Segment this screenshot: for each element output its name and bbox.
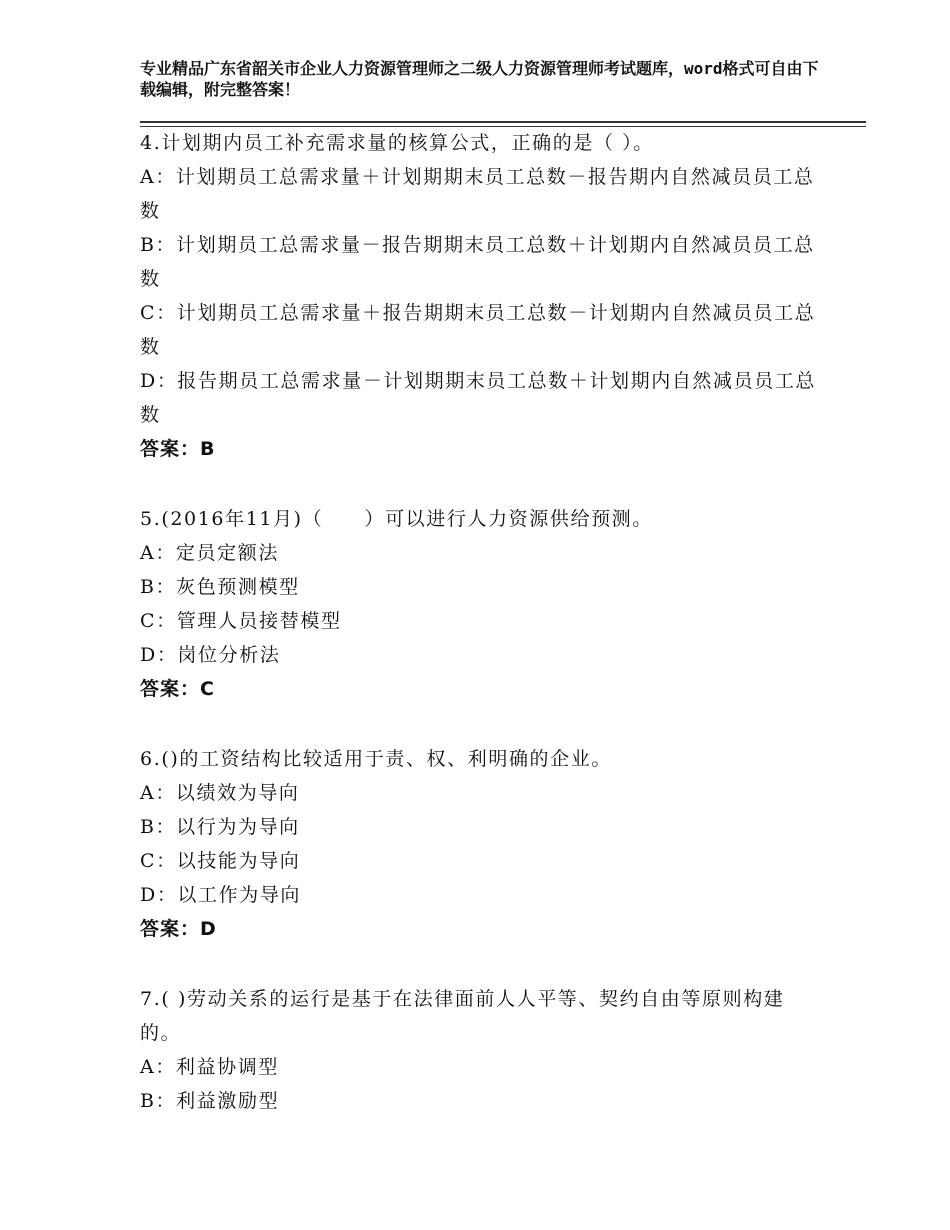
answer-label: 答案：C <box>140 678 215 700</box>
option-a: A：计划期员工总需求量＋计划期期末员工总数－报告期内自然减员员工总数 <box>140 166 815 222</box>
option-d: D：岗位分析法 <box>140 644 281 666</box>
answer-label: 答案：D <box>140 918 217 940</box>
question-text: 6.()的工资结构比较适用于责、权、利明确的企业。 <box>140 748 612 770</box>
question-7 <box>140 982 820 1118</box>
question-5 <box>140 502 820 706</box>
answer-label: 答案：B <box>140 438 216 460</box>
option-d: D：报告期员工总需求量－计划期期末员工总数＋计划期内自然减员员工总数 <box>140 370 817 426</box>
option-b: B：利益激励型 <box>140 1090 280 1112</box>
header-title: 专业精品广东省韶关市企业人力资源管理师之二级人力资源管理师考试题库，word格式可自由下载编辑，附完整答案！ <box>140 59 819 99</box>
question-text: 7.( )劳动关系的运行是基于在法律面前人人平等、契约自由等原则构建的。 <box>140 988 785 1044</box>
option-d: D：以工作为导向 <box>140 884 302 906</box>
option-b: B：灰色预测模型 <box>140 576 300 598</box>
option-a: A：利益协调型 <box>140 1056 279 1078</box>
option-b: B：以行为为导向 <box>140 816 300 838</box>
question-6 <box>140 742 820 946</box>
page-header <box>140 58 830 100</box>
option-c: C：管理人员接替模型 <box>140 610 342 632</box>
question-text: 5.(2016年11月)（ ）可以进行人力资源供给预测。 <box>140 508 653 530</box>
option-c: C：以技能为导向 <box>140 850 301 872</box>
option-a: A：以绩效为导向 <box>140 782 300 804</box>
option-a: A：定员定额法 <box>140 542 279 564</box>
header-divider <box>140 121 866 123</box>
question-4 <box>140 126 820 466</box>
question-list <box>140 126 820 1154</box>
option-c: C：计划期员工总需求量＋报告期期末员工总数－计划期内自然减员员工总数 <box>140 302 816 358</box>
option-b: B：计划期员工总需求量－报告期期末员工总数＋计划期内自然减员员工总数 <box>140 234 815 290</box>
question-text: 4.计划期内员工补充需求量的核算公式，正确的是（ ）。 <box>140 132 654 154</box>
